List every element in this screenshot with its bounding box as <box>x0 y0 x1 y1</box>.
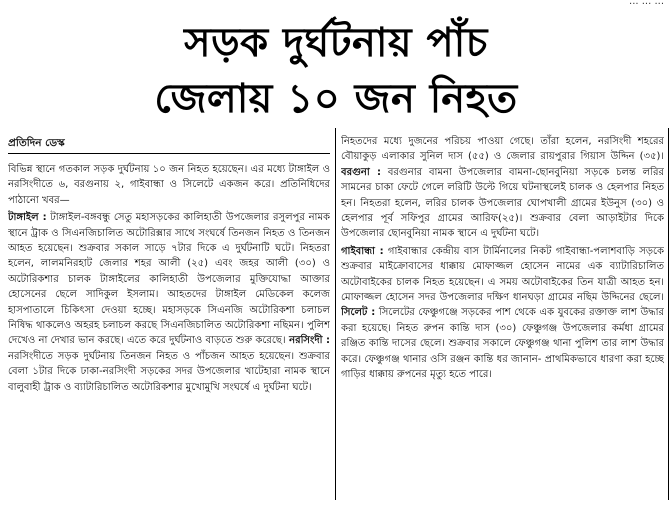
sylhet-text: সিলেটের ফেঞ্চুগঞ্জে সড়কের পাশ থেকে এক যুবকের রক্তাক্ত লাশ উদ্ধার করা হয়েছে। নিহত রুপন কান্তি দাস (৩০) ফেঞ্চুগঞ্জ উপজেলার কর্মধা গ্রামের রঞ্জিত কান্তি দাসের ছেলে। শুক্রবার সকালে ফেঞ্চুগঞ্জ থানা পুলিশ তার লাশ উদ্ধার করে। ফেঞ্চুগঞ্জ থানার ওসি রঞ্জন কান্তি ধর জানান- প্রাথমিকভাবে ধারণা করা হচ্ছে গাড়ির ধাক্কায় রুপনের মৃত্যু হতে পারে। <box>341 307 664 381</box>
headline-line-2: জেলায় ১০ জন নিহত <box>154 76 518 122</box>
byline-rule <box>8 153 330 154</box>
narsingdi-continued-paragraph <box>341 134 664 242</box>
sylhet-label: সিলেট : <box>341 307 376 319</box>
narsingdi-continued-text: নিহতদের মধ্যে দুজনের পরিচয় পাওয়া গেছে। তাঁরা হলেন, নরসিংদী শহরের বৌয়াকুড় এলাকার সুনিল দাস (৫৫) ও জেলার রায়পুরার গিয়াস উদ্দিন (৩৫)। <box>341 136 664 163</box>
barguna-text: বরগুনার বামনা উপজেলার বামনা-ছোনবুনিয়া সড়কে চলন্ত লরির সামনের চাকা ফেটে গেলে লরিটি উল্টে গিয়ে ঘটনাস্থলেই চালক ও হেলপার নিহত হন। নিহতরা হলেন, লরির চালক উপজেলার ঘোপখালী গ্রামের ইউনুস (৩০) ও হেলপার পূর্ব সফিপুর গ্রামের আরিফ(২৫)। শুক্রবার বেলা আড়াইটার দিকে উপজেলার ছোনবুনিয়া নামক স্থানে এ দুর্ঘটনা ঘটে। <box>341 166 664 240</box>
top-strip-text: ... ... ... <box>629 0 664 7</box>
intro-paragraph: বিভিন্ন স্থানে গতকাল সড়ক দুর্ঘটনায় ১০ জন নিহত হয়েছেন। এর মধ্যে টাঙ্গাইল ও নরসিংদীতে ৬, বরগুনায় ২, গাইবান্ধা ও সিলেটে একজন করে। প্রতিনিধিদের পাঠানো খবর— <box>8 164 330 206</box>
tangail-paragraph <box>8 210 330 395</box>
gaibandha-text: গাইবান্ধার কেন্দ্রীয় বাস টার্মিনালের নিকট গাইবান্ধা-পলাশবাড়ি সড়কে শুক্রবার মাইক্রোবাসের ধাক্কায় মোফাজ্জল হোসেন নামের এক ব্যাটারিচালিত অটোবাইকের চালক নিহত হয়েছেন। এ সময় অটোবাইকের তিন যাত্রী আহত হন। মোফাজ্জল হোসেন সদর উপজেলার দক্ষিণ ধানঘড়া গ্রামের নছিম উদ্দিনের ছেলে। <box>341 245 664 304</box>
gaibandha-label: গাইবান্ধা : <box>341 245 384 257</box>
headline-line-1: সড়ক দুর্ঘটনায় পাঁচ <box>184 20 488 66</box>
tangail-text: টাঙ্গাইল-বঙ্গবন্ধু সেতু মহাসড়কের কালিহাতী উপজেলার রসুলপুর নামক স্থানে ট্রাক ও সিএনজিচালিত অটোরিক্সার সাথে সংঘর্ষে তিনজন নিহত ও তিনজন আহত হয়েছেন। শুক্রবার সকাল সাড়ে ৭টার দিকে এ দুর্ঘটনাটি ঘটে। নিহতরা হলেন, লালমনিরহাট জেলার শহর আলী (২৫) এবং জহর আলী (৩০) ও অটোরিকশার চালক টাঙ্গাইলের কালিহাতী উপজেলার মুক্তিযোদ্ধা আক্তার হোসেনের ছেলে সাদিকুল ইসলাম। আহতদের টাঙ্গাইল মেডিকেল কলেজ হাসপাতালে চিকিৎসা দেওয়া হচ্ছে। মহাসড়কে সিএনজি অটোরিকশা চলাচল নিষিদ্ধ থাকলেও অহরহ চলাচল করছে সিএনজিচালিত অটোরিকশা নছিমন। পুলিশ দেখেও না দেখার ভান করছে। এতে করে দুর্ঘটনাও বাড়তে শুরু করেছে। <box>8 212 330 347</box>
byline-credit: প্রতিদিন ডেস্ক <box>8 137 65 149</box>
column-divider <box>335 128 336 500</box>
narsingdi-label: নরসিংদী : <box>285 335 330 347</box>
tangail-label: টাঙ্গাইল : <box>8 212 47 224</box>
gaibandha-paragraph <box>341 244 664 383</box>
right-edge-rule <box>668 128 669 500</box>
narsingdi-text: নরসিংদীতে সড়ক দুর্ঘটনায় তিনজন নিহত ও পাঁচজন আহত হয়েছেন। শুক্রবার বেলা ১টার দিকে ঢাকা-নরসিংদী সড়কের সদর উপজেলার খাটেহারা নামক স্থানে বালুবাহী ট্রাক ও ব্যাটারিচালিত অটোরিকশার মুখোমুখি সংঘর্ষে এ দুর্ঘটনা ঘটে। <box>8 350 330 393</box>
right-column <box>341 134 664 500</box>
left-column <box>8 162 330 500</box>
barguna-label: বরগুনা : <box>341 166 381 178</box>
